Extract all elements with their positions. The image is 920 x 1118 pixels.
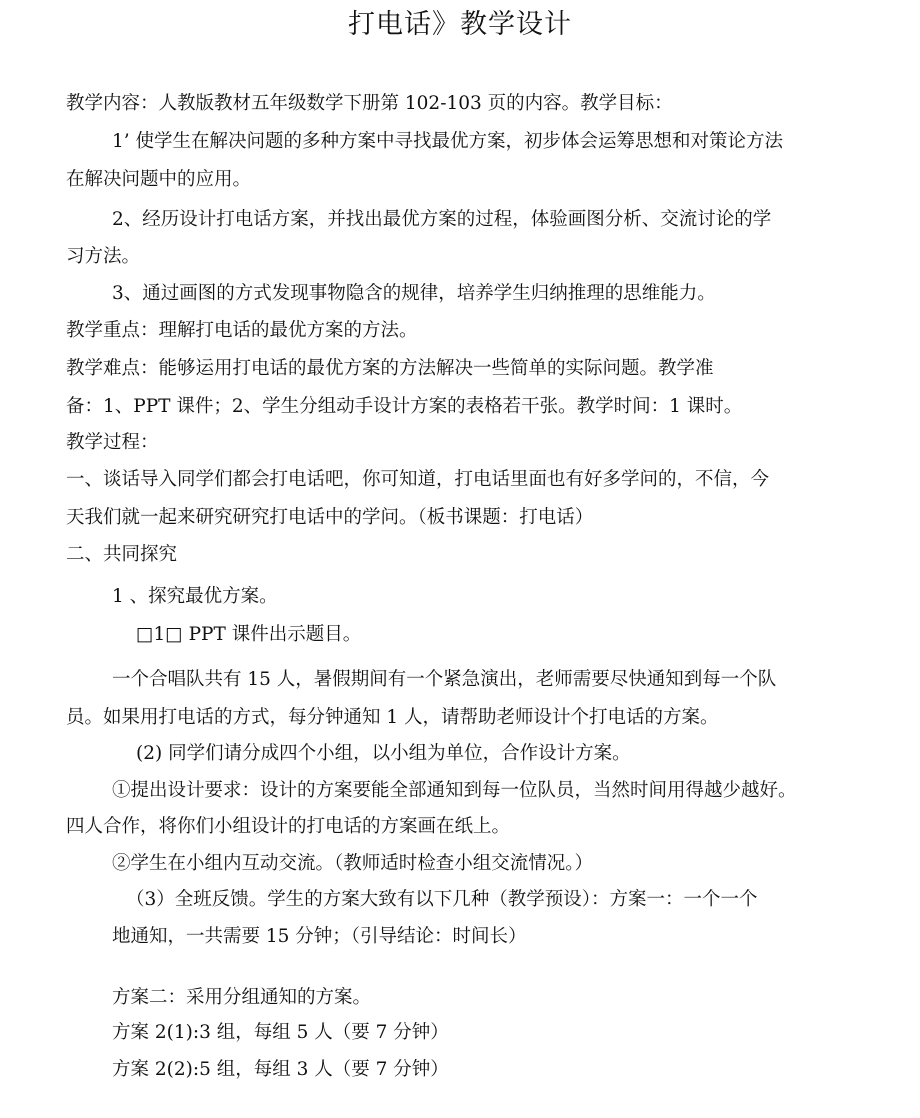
line-group-work: (2) 同学们请分成四个小组，以小组为单位，合作设计方案。 [136,743,631,764]
line-goal-2-cont: 习方法。 [66,246,141,267]
line-plan-2-2: 方案 2(2):5 组，每组 3 人（要 7 分钟） [112,1059,449,1080]
line-explore-heading: 1 、探究最优方案。 [112,586,278,607]
line-feedback: （3）全班反馈。学生的方案大致有以下几种（教学预设）：方案一：一个一个 [126,889,758,910]
line-feedback-cont: 地通知，一共需要 15 分钟；（引导结论：时间长） [112,926,527,947]
line-section-2: 二、共同探究 [66,544,178,565]
line-problem-cont: 员。如果用打电话的方式，每分钟通知 1 人，请帮助老师设计个打电话的方案。 [66,707,719,728]
line-difficulty: 教学难点：能够运用打电话的最优方案的方法解决一些简单的实际问题。教学准 [66,358,714,379]
line-ppt-question: □1□ PPT 课件出示题目。 [136,624,362,645]
line-intro: 一、谈话导入同学们都会打电话吧，你可知道，打电话里面也有好多学问的，不信，今 [66,469,770,490]
line-goal-2: 2、经历设计打电话方案，并找出最优方案的过程，体验画图分析、交流讨论的学 [112,209,772,230]
line-goal-1-cont: 在解决问题中的应用。 [66,169,252,190]
line-problem: 一个合唱队共有 15 人，暑假期间有一个紧急演出，老师需要尽快通知到每一个队 [112,669,777,690]
line-goal-1: 1’ 使学生在解决问题的多种方案中寻找最优方案，初步体会运筹思想和对策论方法 [112,131,784,152]
line-preparation: 备：1、PPT 课件；2、学生分组动手设计方案的表格若干张。教学时间：1 课时。 [66,396,743,417]
line-plan-2-1: 方案 2(1):3 组，每组 5 人（要 7 分钟） [112,1022,449,1043]
line-plan-2: 方案二：采用分组通知的方案。 [112,987,372,1008]
line-goal-3: 3、通过画图的方式发现事物隐含的规律，培养学生归纳推理的思维能力。 [112,283,716,304]
line-process-heading: 教学过程： [66,432,159,453]
line-requirement: ①提出设计要求：设计的方案要能全部通知到每一位队员，当然时间用得越少越好。 [112,780,797,801]
line-exchange: ②学生在小组内互动交流。（教师适时检查小组交流情况。） [112,853,594,874]
line-requirement-cont: 四人合作，将你们小组设计的打电话的方案画在纸上。 [66,816,511,837]
line-key-point: 教学重点：理解打电话的最优方案的方法。 [66,320,418,341]
line-intro-cont: 天我们就一起来研究研究打电话中的学问。（板书课题：打电话） [66,507,594,528]
document-title: 打电话》教学设计 [348,9,572,40]
line-teaching-content: 教学内容：人教版教材五年级数学下册第 102-103 页的内容。教学目标： [66,93,673,114]
